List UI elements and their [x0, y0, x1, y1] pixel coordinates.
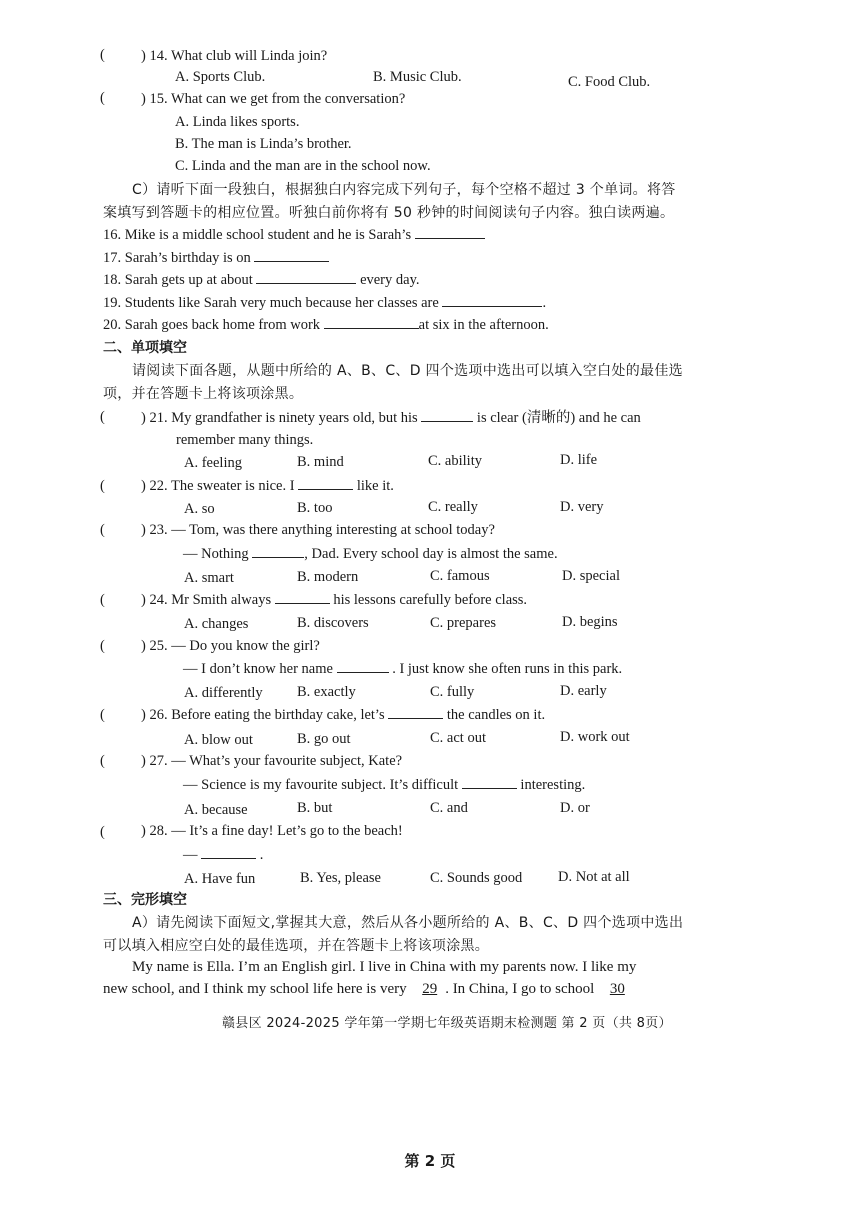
exam-footer: 赣县区 2024-2025 学年第一学期七年级英语期末检测题 第 2 页（共 8页）: [222, 1016, 672, 1031]
answer-paren: (: [100, 90, 105, 106]
q28-option-a: A. Have fun: [184, 871, 256, 887]
q26-option-b: B. go out: [297, 731, 351, 747]
question-27-line2: — Science is my favourite subject. It’s difficult interesting.: [183, 777, 586, 793]
q24-option-c: C. prepares: [430, 615, 497, 631]
question-23-line2: — Nothing , Dad. Every school day is almost the same.: [183, 546, 558, 562]
question-21: ) 21. My grandfather is ninety years old, but his is clear (清晰的) and he can: [141, 410, 641, 426]
q27-option-b: B. but: [297, 800, 333, 816]
question-24: ) 24. Mr Smith always his lessons carefully before class.: [141, 592, 528, 608]
question-20: 20. Sarah goes back home from work at six in the afternoon.: [103, 317, 549, 333]
q23-option-c: C. famous: [430, 568, 490, 584]
q22-option-b: B. too: [297, 500, 333, 516]
q22-option-d: D. very: [560, 499, 604, 515]
question-17: 17. Sarah’s birthday is on: [103, 249, 329, 267]
answer-paren: (: [100, 592, 105, 608]
section-3-instructions-line2: 可以填入相应空白处的最佳选项，并在答题卡上将该项涂黑。: [103, 938, 490, 954]
section-3-title: 三、完形填空: [103, 892, 187, 908]
q15-option-a: A. Linda likes sports.: [175, 114, 300, 130]
question-15: ) 15. What can we get from the conversation?: [141, 91, 406, 107]
q24-option-d: D. begins: [562, 614, 618, 630]
question-27: ) 27. — What’s your favourite subject, Kate?: [141, 753, 403, 769]
question-25: ) 25. — Do you know the girl?: [141, 638, 320, 654]
question-28: ) 28. — It’s a fine day! Let’s go to the beach!: [141, 823, 403, 839]
q23-option-b: B. modern: [297, 569, 359, 585]
q23-option-d: D. special: [562, 568, 620, 584]
question-26: ) 26. Before eating the birthday cake, let’s the candles on it.: [141, 707, 546, 723]
blank-30: 30: [609, 981, 625, 997]
q23-option-a: A. smart: [184, 570, 234, 586]
q21-option-b: B. mind: [297, 454, 344, 470]
q25-option-b: B. exactly: [297, 684, 356, 700]
question-16: 16. Mike is a middle school student and he is Sarah’s: [103, 226, 485, 244]
q22-option-a: A. so: [184, 501, 215, 517]
question-22: ) 22. The sweater is nice. I like it.: [141, 478, 394, 494]
q24-option-a: A. changes: [184, 616, 249, 632]
question-14: ) 14. What club will Linda join?: [141, 48, 328, 64]
q15-option-b: B. The man is Linda’s brother.: [175, 136, 352, 152]
section-3-instructions-line1: A）请先阅读下面短文,掌握其大意，然后从各小题所给的 A、B、C、D 四个选项中选出: [132, 915, 684, 931]
q26-option-c: C. act out: [430, 730, 486, 746]
passage-line1: My name is Ella. I’m an English girl. I live in China with my parents now. I like my: [132, 959, 637, 975]
answer-paren: (: [100, 707, 105, 723]
answer-paren: (: [100, 824, 105, 840]
q25-option-d: D. early: [560, 683, 607, 699]
answer-paren: (: [100, 478, 105, 494]
part-c-instructions-line2: 案填写到答题卡的相应位置。听独白前你将有 50 秒钟的时间阅读句子内容。独白读两遍。: [103, 205, 675, 221]
question-18: 18. Sarah gets up at about every day.: [103, 272, 420, 288]
q28-option-c: C. Sounds good: [430, 870, 523, 886]
q27-option-a: A. because: [184, 802, 248, 818]
q22-option-c: C. really: [428, 499, 478, 515]
question-25-line2: — I don’t know her name . I just know she often runs in this park.: [183, 661, 623, 677]
q21-option-c: C. ability: [428, 453, 482, 469]
q28-option-b: B. Yes, please: [300, 870, 381, 886]
answer-paren: (: [100, 409, 105, 425]
q28-option-d: D. Not at all: [558, 869, 630, 885]
q21-option-d: D. life: [560, 452, 598, 468]
q26-option-a: A. blow out: [184, 732, 253, 748]
q24-option-b: B. discovers: [297, 615, 369, 631]
part-c-instructions-line1: C）请听下面一段独白，根据独白内容完成下列句子，每个空格不超过 3 个单词。将答: [132, 182, 676, 198]
answer-paren: (: [100, 522, 105, 538]
question-28-line2: — .: [183, 847, 264, 863]
question-19: 19. Students like Sarah very much because her classes are .: [103, 295, 547, 311]
question-21-line2: remember many things.: [176, 432, 314, 448]
page-number: 第 2 页: [404, 1152, 456, 1170]
answer-paren: (: [100, 638, 105, 654]
section-2-instructions-line1: 请阅读下面各题，从题中所给的 A、B、C、D 四个选项中选出可以填入空白处的最佳选: [132, 363, 683, 379]
section-2-title: 二、单项填空: [103, 340, 187, 356]
q14-option-a: A. Sports Club.: [175, 69, 266, 85]
q25-option-c: C. fully: [430, 684, 475, 700]
q27-option-d: D. or: [560, 800, 590, 816]
passage-line2: new school, and I think my school life here is very 29 . In China, I go to school 30: [103, 980, 633, 998]
q25-option-a: A. differently: [184, 685, 263, 701]
q27-option-c: C. and: [430, 800, 468, 816]
question-23: ) 23. — Tom, was there anything interesting at school today?: [141, 522, 495, 538]
q14-option-c: C. Food Club.: [568, 74, 651, 90]
q14-option-b: B. Music Club.: [373, 69, 462, 85]
q26-option-d: D. work out: [560, 729, 630, 745]
blank-29: 29: [422, 981, 438, 997]
q21-option-a: A. feeling: [184, 455, 242, 471]
answer-paren: (: [100, 753, 105, 769]
section-2-instructions-line2: 项，并在答题卡上将该项涂黑。: [103, 386, 304, 402]
q15-option-c: C. Linda and the man are in the school now.: [175, 158, 431, 174]
answer-paren: (: [100, 47, 105, 63]
